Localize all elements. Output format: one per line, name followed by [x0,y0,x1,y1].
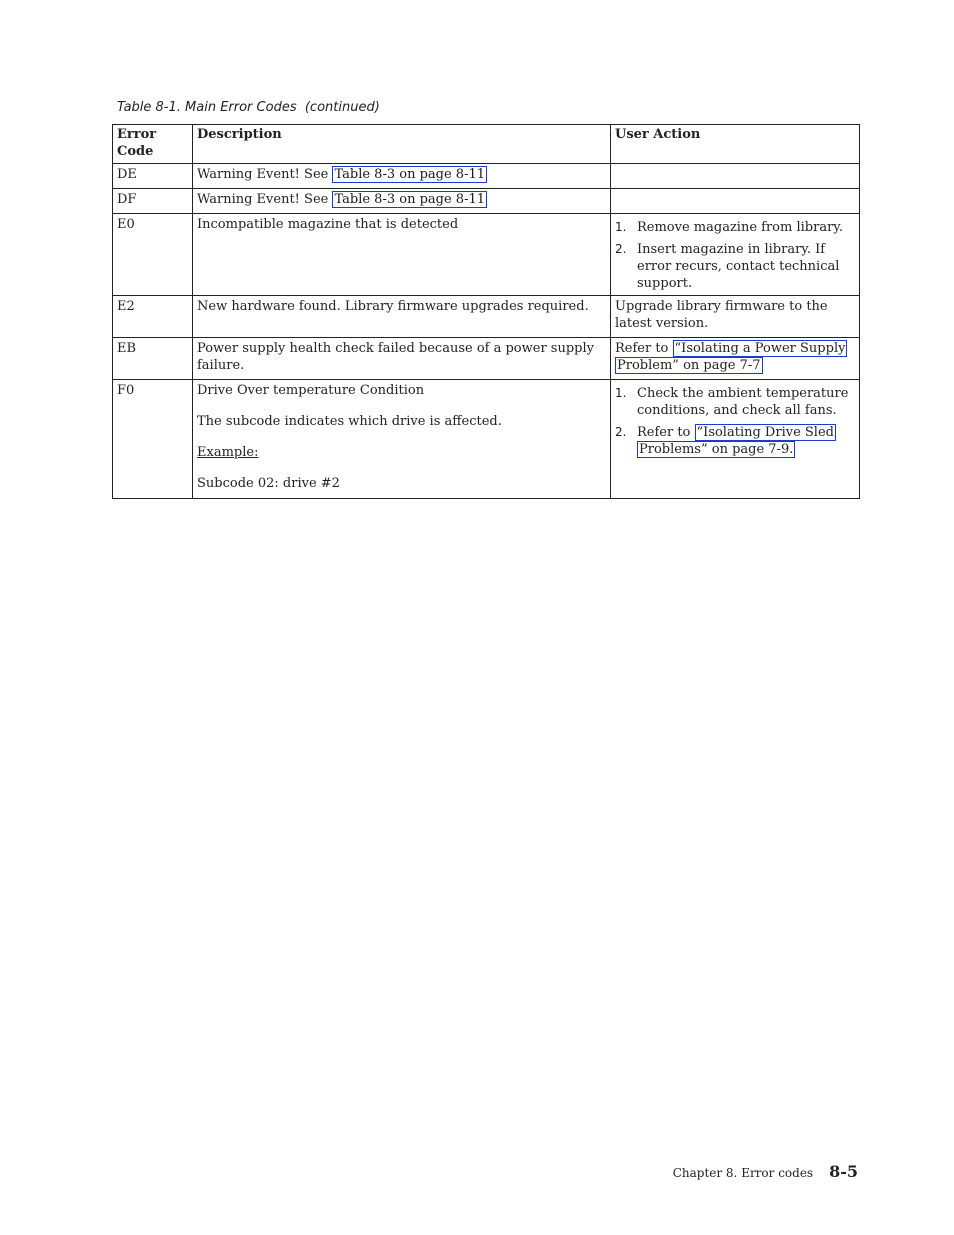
user-action-cell [611,164,860,189]
header-error-code: Error Code [113,125,193,164]
step-text: Remove magazine from library. [637,220,844,235]
header-user-action: User Action [611,125,860,164]
step-number: 2. [615,242,627,256]
step-text: Check the ambient temperature conditions, and check all fans. [637,386,849,418]
action-text: Refer to [615,341,673,356]
main-error-codes-table [112,124,860,499]
list-item [615,241,855,292]
description-paragraph: Subcode 02: drive #2 [197,476,340,491]
description-text: Warning Event! See [197,167,333,182]
table-row [113,296,860,338]
list-item [615,219,855,236]
error-code-cell: E0 [113,214,193,296]
error-code-cell: F0 [113,380,193,499]
error-code-cell: EB [113,338,193,380]
error-code-cell: DE [113,164,193,189]
step-number: 1. [615,220,627,234]
description-paragraph: Drive Over temperature Condition [197,383,425,398]
header-description: Description [193,125,611,164]
list-item [615,424,855,458]
description-cell: Incompatible magazine that is detected [193,214,611,296]
example-label: Example: [197,445,259,460]
user-action-cell: Upgrade library firmware to the latest version. [611,296,860,338]
table-row [113,214,860,296]
description-cell [193,164,611,189]
description-cell: New hardware found. Library firmware upgrades required. [193,296,611,338]
step-number: 1. [615,386,627,400]
step-text: Insert magazine in library. If error recurs, contact technical support. [637,242,840,291]
table-row [113,380,860,499]
table-row [113,189,860,214]
table-header-row [113,125,860,164]
table-8-3-link[interactable]: Table 8-3 on page 8-11 [334,192,486,207]
isolating-power-supply-link[interactable]: “Isolating a Power Supply Problem” on page 7-7 [617,341,846,373]
isolating-drive-sled-link[interactable]: “Isolating Drive Sled Problems” on page 7-9. [639,425,834,457]
description-cell: Power supply health check failed because of a power supply failure. [193,338,611,380]
action-list [615,219,855,292]
description-cell [193,380,611,499]
description-cell [193,189,611,214]
step-number: 2. [615,425,627,439]
page-number: 8-5 [829,1162,858,1181]
user-action-cell [611,189,860,214]
action-list [615,385,855,458]
error-code-cell: E2 [113,296,193,338]
user-action-cell [611,214,860,296]
chapter-title: Chapter 8. Error codes [672,1166,814,1180]
description-text: Warning Event! See [197,192,333,207]
page-footer [673,1162,858,1181]
table-caption: Table 8-1. Main Error Codes (continued) [117,100,380,115]
table-row [113,338,860,380]
user-action-cell [611,380,860,499]
table-row [113,164,860,189]
error-code-cell: DF [113,189,193,214]
table-8-3-link[interactable]: Table 8-3 on page 8-11 [334,167,486,182]
description-paragraph: The subcode indicates which drive is affected. [197,414,502,429]
user-action-cell [611,338,860,380]
step-text: Refer to [637,425,695,440]
list-item [615,385,855,419]
